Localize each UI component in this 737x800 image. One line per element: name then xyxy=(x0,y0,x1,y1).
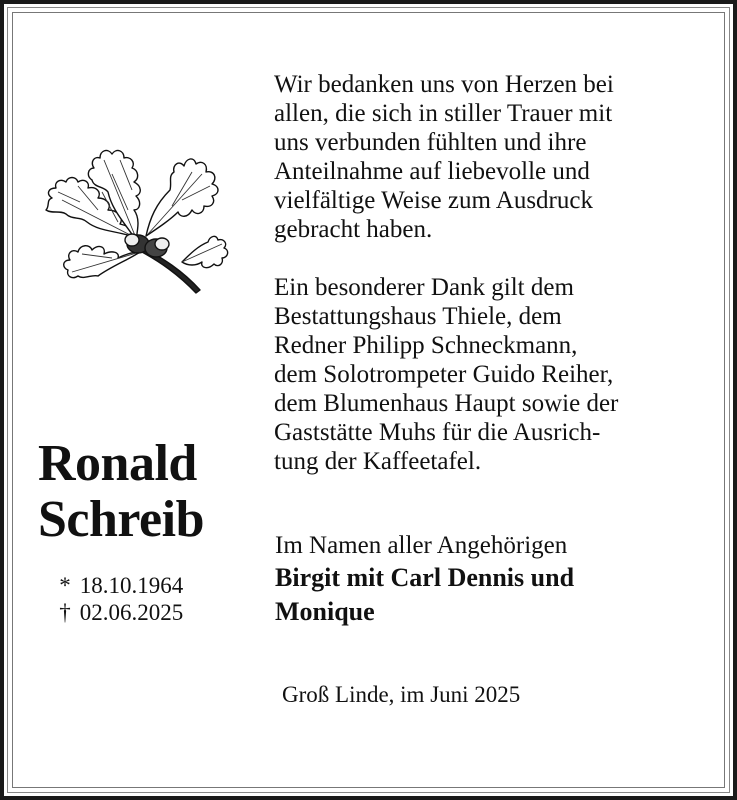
text-line: dem Solotrompeter Guido Reiher, xyxy=(274,361,614,388)
text-line: Redner Philipp Schneckmann, xyxy=(274,332,578,359)
paragraph-special-thanks xyxy=(274,273,704,476)
text-line: Ein besonderer Dank gilt dem xyxy=(274,274,574,301)
signoff xyxy=(275,531,715,629)
text-line: uns verbunden fühlten und ihre xyxy=(274,129,587,156)
signoff-name-line: Birgit mit Carl Dennis und xyxy=(275,563,575,592)
text-line: allen, die sich in stiller Trauer mit xyxy=(274,100,613,127)
first-name: Ronald xyxy=(38,435,197,492)
oak-leaf-icon xyxy=(32,130,237,300)
death-cross-icon: † xyxy=(59,600,71,625)
text-line: tung der Kaffeetafel. xyxy=(274,448,482,475)
last-name: Schreib xyxy=(38,491,205,548)
text-line: Anteilnahme auf liebevolle und xyxy=(274,158,590,185)
signoff-names xyxy=(275,561,715,629)
text-line: gebracht haben. xyxy=(274,216,433,243)
death-date: 02.06.2025 xyxy=(79,600,184,625)
death-row xyxy=(56,599,183,626)
paragraph-thanks xyxy=(274,70,704,244)
text-line: dem Blumenhaus Haupt sowie der xyxy=(274,390,619,417)
text-line: Bestattungshaus Thiele, dem xyxy=(274,303,562,330)
thank-you-message xyxy=(274,70,704,476)
signoff-intro: Im Namen aller Angehörigen xyxy=(275,532,568,559)
birth-row xyxy=(56,572,183,599)
text-line: vielfältige Weise zum Ausdruck xyxy=(274,187,593,214)
life-dates xyxy=(56,572,183,626)
birth-date: 18.10.1964 xyxy=(79,573,184,598)
deceased-name xyxy=(38,436,204,548)
text-line: Gaststätte Muhs für die Ausrich- xyxy=(274,419,601,446)
text-line: Wir bedanken uns von Herzen bei xyxy=(274,71,614,98)
birth-star-icon: * xyxy=(59,573,71,598)
place-date: Groß Linde, im Juni 2025 xyxy=(282,682,521,707)
signoff-name-line: Monique xyxy=(275,597,375,626)
